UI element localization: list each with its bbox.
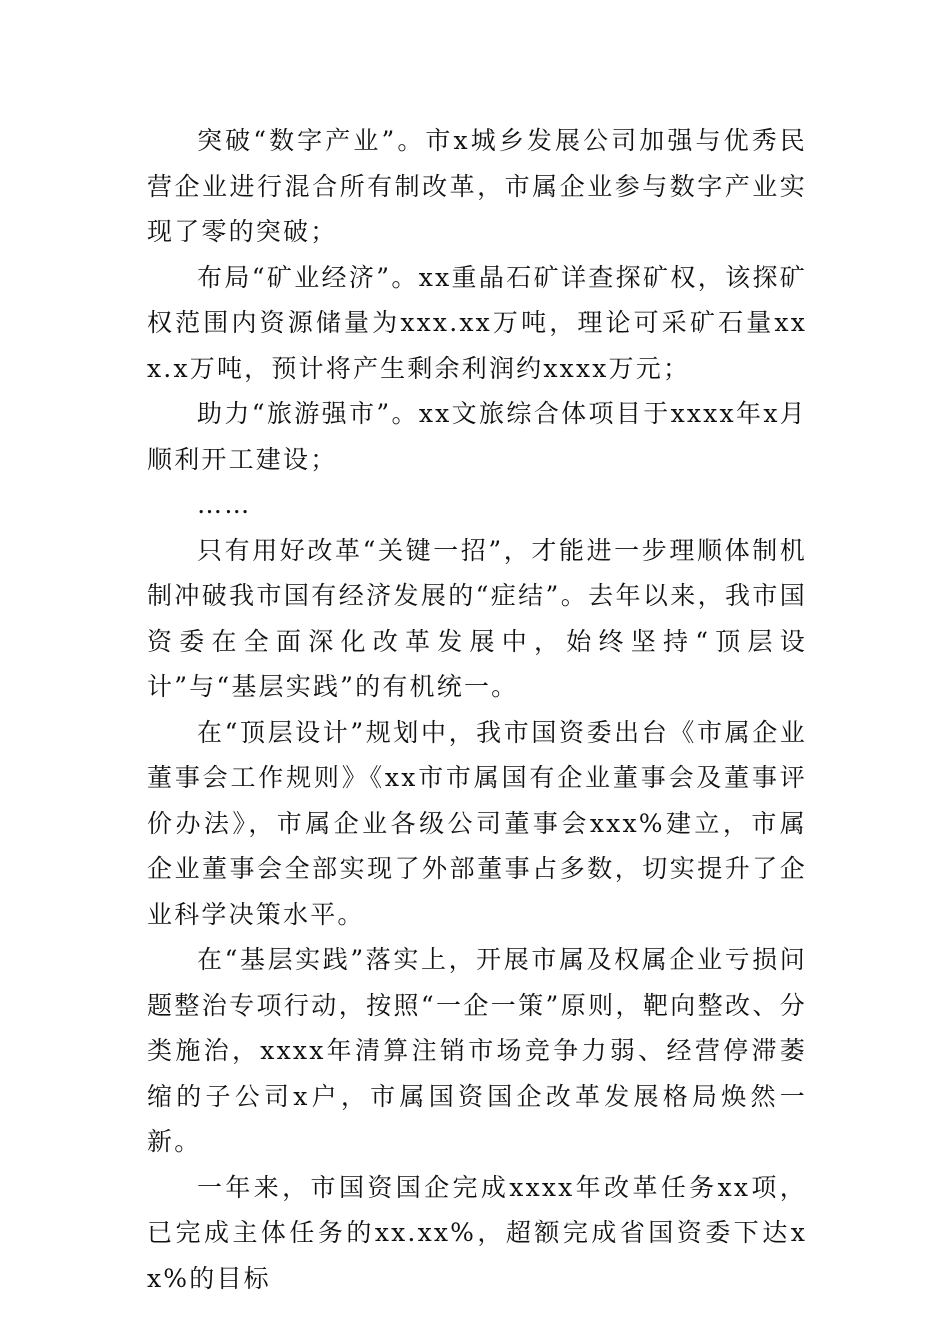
paragraph-annual-summary: 一年来，市国资国企完成xxxx年改革任务xx项，已完成主体任务的xx.xx%，超额完成省国资委下达xx%的目标 bbox=[147, 1172, 807, 1293]
paragraph-mining-economy: 布局“矿业经济”。xx重晶石矿详查探矿权，该探矿权范围内资源储量为xxx.xx万吨，理论可采矿石量xxx.x万吨，预计将产生剩余利润约xxxx万元； bbox=[147, 262, 807, 383]
paragraph-grassroots-practice: 在“基层实践”落实上，开展市属及权属企业亏损问题整治专项行动，按照“一企一策”原则，靶向整改、分类施治，xxxx年清算注销市场竞争力弱、经营停滞萎缩的子公司x户，市属国资国企改革发展格局焕然一新。 bbox=[147, 945, 807, 1156]
paragraph-ellipsis: …… bbox=[197, 490, 252, 519]
document-body bbox=[147, 118, 807, 1301]
paragraph-digital-industry: 突破“数字产业”。市x城乡发展公司加强与优秀民营企业进行混合所有制改革，市属企业参与数字产业实现了零的突破； bbox=[147, 126, 807, 246]
paragraph-reform-key: 只有用好改革“关键一招”，才能进一步理顺体制机制冲破我市国有经济发展的“症结”。去年以来，我市国资委在全面深化改革发展中，始终坚持“顶层设计”与“基层实践”的有机统一。 bbox=[147, 535, 807, 701]
paragraph-tourism: 助力“旅游强市”。xx文旅综合体项目于xxxx年x月顺利开工建设； bbox=[147, 399, 807, 474]
paragraph-top-design: 在“顶层设计”规划中，我市国资委出台《市属企业董事会工作规则》《xx市市属国有企业董事会及董事评价办法》，市属企业各级公司董事会xxx%建立，市属企业董事会全部实现了外部董事占多数，切实提升了企业科学决策水平。 bbox=[147, 717, 807, 929]
